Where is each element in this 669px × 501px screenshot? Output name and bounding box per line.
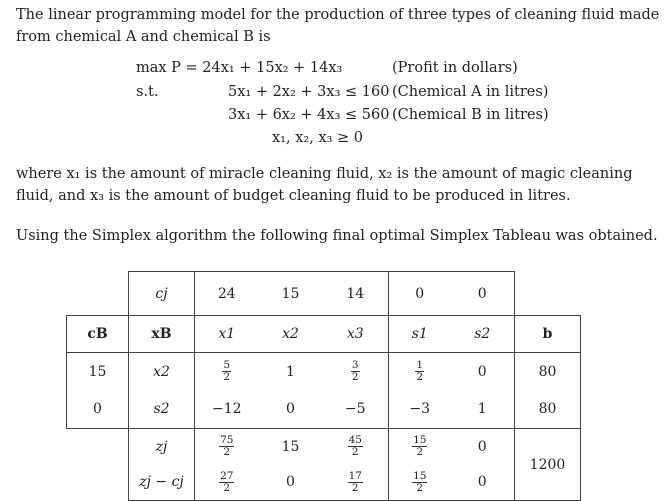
fraction: $\frac{15}{2}$ (413, 469, 427, 494)
variable-definitions: where x₁ is the amount of miracle cleaning fluid, x₂ is the amount of magic cleaning fluid, and x₃ is the amount of budget cleaning fluid to be produced in litres. (16, 166, 633, 204)
fraction: $\frac{75}{2}$ (220, 434, 234, 459)
zj-cj-value (389, 465, 451, 501)
zj-cj-value (323, 465, 389, 501)
cj-value: 24 (195, 272, 259, 316)
header-x1: x1 (195, 316, 259, 353)
fraction: $\frac{17}{2}$ (348, 469, 362, 494)
header-cb: cB (67, 316, 129, 353)
zj-value (389, 429, 451, 465)
simplex-tableau (66, 271, 581, 501)
row-cell: −5 (323, 391, 389, 429)
constraint-chemical-b: 3x₁ + 6x₂ + 4x₃ ≤ 560 (228, 107, 390, 123)
zj-value: 0 (477, 438, 487, 455)
cj-value: 15 (259, 272, 323, 316)
row-cell (389, 353, 451, 391)
row-cell: −3 (389, 391, 451, 429)
row-cell (323, 353, 389, 391)
zj-value (323, 429, 389, 465)
header-b: b (515, 316, 581, 353)
intro-paragraph: The linear programming model for the production of three types of cleaning fluid made from chemical A and chemical B is (16, 7, 660, 45)
row-cell: 0 (259, 391, 323, 429)
row-cb: 15 (67, 353, 129, 391)
fraction: $\frac{3}{2}$ (351, 359, 359, 384)
constraint-chemical-a: 5x₁ + 2x₂ + 3x₃ ≤ 160 (228, 84, 390, 100)
lp-model (0, 60, 669, 150)
subject-to-label: s.t. (136, 84, 159, 100)
fraction: $\frac{15}{2}$ (413, 434, 427, 459)
row-cell (195, 353, 259, 391)
zj-cj-value: 0 (451, 465, 515, 501)
row-b: 80 (515, 353, 581, 391)
row-b: 80 (515, 391, 581, 429)
zj-label: zj (129, 429, 195, 465)
objective-function: max P = 24x₁ + 15x₂ + 14x₃ (136, 60, 343, 76)
cj-value: 0 (389, 272, 451, 316)
header-x3: x3 (323, 316, 389, 353)
objective-value: 1200 (515, 429, 581, 501)
row-cb: 0 (67, 391, 129, 429)
zj-value (195, 429, 259, 465)
row-xb: x2 (129, 353, 195, 391)
fraction: $\frac{1}{2}$ (416, 359, 424, 384)
cj-label: cj (129, 272, 195, 316)
constraint-b-note: (Chemical B in litres) (392, 107, 549, 123)
fraction: $\frac{45}{2}$ (348, 434, 362, 459)
zj-cj-value (195, 465, 259, 501)
row-cell: 0 (477, 363, 487, 380)
simplex-statement: Using the Simplex algorithm the following final optimal Simplex Tableau was obtained. (16, 228, 658, 244)
zj-cj-label: zj − cj (129, 465, 195, 501)
header-x2: x2 (259, 316, 323, 353)
header-xb: xB (129, 316, 195, 353)
fraction: $\frac{5}{2}$ (223, 359, 231, 384)
row-cell: −12 (195, 391, 259, 429)
fraction: $\frac{27}{2}$ (220, 469, 234, 494)
zj-cj-value: 0 (259, 465, 323, 501)
row-cell: 1 (286, 363, 295, 380)
constraint-a-note: (Chemical A in litres) (392, 84, 549, 100)
objective-note: (Profit in dollars) (392, 60, 518, 76)
header-s1: s1 (389, 316, 451, 353)
non-negativity-constraint: x₁, x₂, x₃ ≥ 0 (272, 130, 364, 146)
zj-value: 15 (281, 438, 300, 455)
header-s2: s2 (451, 316, 515, 353)
cj-value: 0 (451, 272, 515, 316)
cj-value: 14 (323, 272, 389, 316)
row-xb: s2 (129, 391, 195, 429)
row-cell: 1 (451, 391, 515, 429)
